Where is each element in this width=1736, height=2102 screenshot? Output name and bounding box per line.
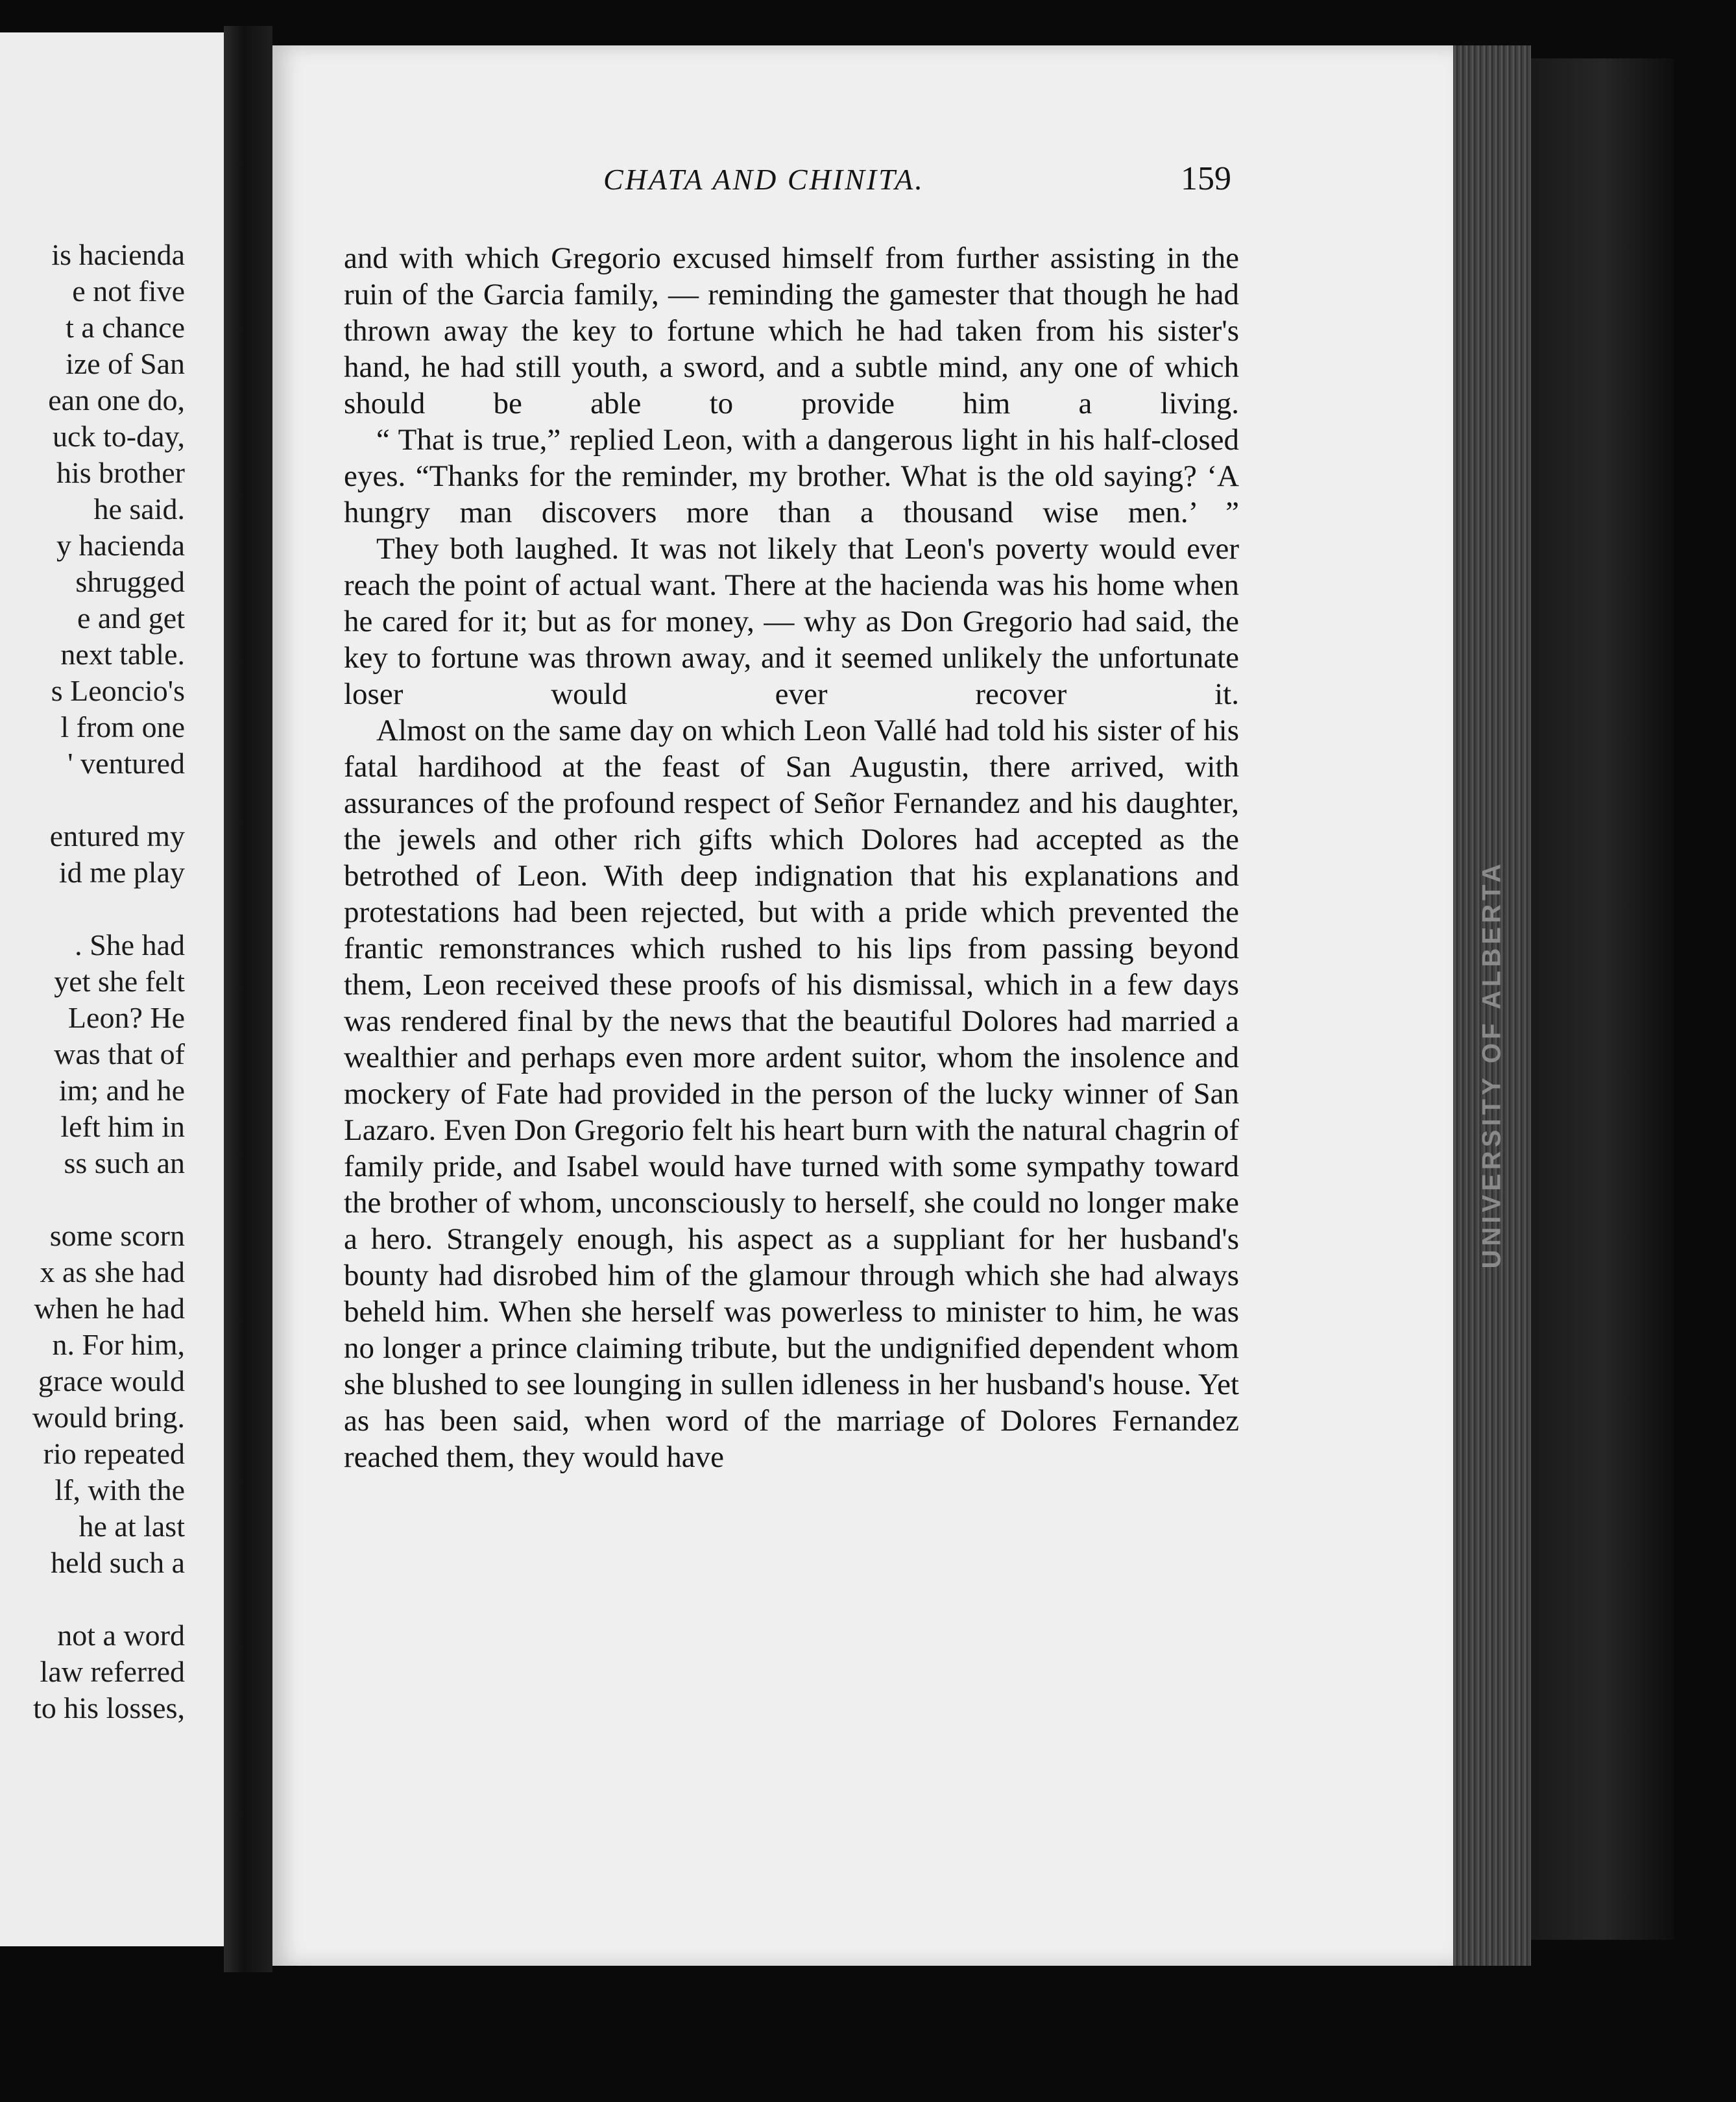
left-facing-page (0, 32, 224, 1946)
left-page-line: ' ventured (67, 747, 185, 780)
left-page-line: e not five (72, 274, 185, 308)
paragraph: and with which Gregorio excused himself from further assisting in the ruin of the Garcia family, — reminding the gamester that though he had thrown away the key to fortune which he had taken from his sister's hand, he had still youth, a sword, and a subtle mind, any one of which should be able to provide him a living. (344, 241, 1239, 420)
left-page-line: x as she had (40, 1255, 185, 1288)
left-page-line: held such a (51, 1546, 185, 1579)
left-page-line: ss such an (64, 1146, 185, 1179)
left-page-line: is hacienda (51, 238, 185, 271)
left-page-line: was that of (54, 1037, 185, 1070)
book-gutter (224, 26, 272, 1972)
left-page-line: ean one do, (48, 383, 185, 417)
left-page-line: entured my (49, 819, 185, 852)
left-page-line: n. For him, (52, 1328, 185, 1361)
left-page-line: y hacienda (56, 529, 185, 562)
left-page-line: next table. (60, 638, 185, 671)
left-page-line: grace would (38, 1364, 185, 1397)
left-page-line: not a word (57, 1619, 185, 1652)
left-page-line: he at last (78, 1510, 185, 1543)
left-page-line: e and get (77, 601, 185, 634)
library-stamp (1473, 817, 1512, 1311)
left-page-line: lf, with the (54, 1473, 185, 1506)
left-page-line: yet she felt (54, 965, 185, 998)
book-page (272, 45, 1453, 1966)
left-page-line: id me play (58, 856, 185, 889)
left-page-line: t a chance (66, 311, 185, 344)
paragraph: Almost on the same day on which Leon Vallé had told his sister of his fatal hardihood at the feast of San Augustin, there arrived, with assurances of the profound respect of Señor Fernandez and his daughter, the jewels and other rich gifts which Dolores had accepted as the betrothed of Leon. With deep indignation that his explanations and protestations had been rejected, but with a pride which prevented the frantic remonstrances which rushed to his lips from passing beyond them, Leon received these proofs of his dismissal, which in a few days was rendered final by the news that the beautiful Dolores had married a wealthier and perhaps even more ardent suitor, whom the insolence and mockery of Fate had provided in the person of the lucky winner of San Lazaro. Even Don Gregorio felt his heart burn with the natural chagrin of family pride, and Isabel would have turned with some sympathy toward the brother of whom, unconsciously to herself, she could no longer make a hero. Strangely enough, his aspect as a suppliant for her husband's bounty had disrobed him of the glamour through which she had always beheld him. When she herself was powerless to minister to him, he was no longer a prince claiming tribute, but the undignified dependent whom she blushed to see lounging in sullen idleness in her husband's house. Yet as has been said, when word of the marriage of Dolores Fernandez reached them, they would have (344, 714, 1239, 1474)
book-cover-edge (1531, 58, 1674, 1940)
left-page-line: uck to-day, (53, 420, 185, 453)
library-stamp-text: UNIVERSITY OF ALBERTA (1477, 860, 1506, 1268)
left-page-line: l from one (60, 710, 185, 743)
left-page-line: some scorn (49, 1219, 185, 1252)
left-page-line: s Leoncio's (51, 674, 185, 707)
left-page-line: his brother (56, 456, 185, 489)
running-head (272, 162, 1453, 208)
left-page-line: to his losses, (33, 1691, 185, 1724)
page-number: 159 (1181, 160, 1231, 197)
paragraph: They both laughed. It was not likely that Leon's poverty would ever reach the point of actual want. There at the hacienda was his home when he cared for it; but as for money, — why as Don Gregorio had said, the key to fortune was thrown away, and it seemed unlikely the unfortunate loser would ever recover it. (344, 532, 1239, 711)
left-page-line: shrugged (75, 565, 185, 598)
left-page-line: rio repeated (43, 1437, 185, 1470)
paragraph: “ That is true,” replied Leon, with a dangerous light in his half-closed eyes. “Thanks for the reminder, my brother. What is the old saying? ‘A hungry man discovers more than a thousand wise men.’ ” (344, 423, 1239, 529)
left-page-line: when he had (34, 1292, 185, 1325)
left-page-line: law referred (40, 1655, 185, 1688)
left-page-line: left him in (60, 1110, 185, 1143)
running-title: CHATA AND CHINITA. (603, 163, 924, 196)
left-page-line: . She had (75, 928, 185, 961)
left-page-line: im; and he (58, 1074, 185, 1107)
body-text (344, 240, 1239, 1475)
left-page-line: he said. (93, 492, 185, 526)
left-page-line: ize of San (66, 347, 185, 380)
left-page-line: would bring. (32, 1401, 185, 1434)
left-page-line: Leon? He (67, 1001, 185, 1034)
